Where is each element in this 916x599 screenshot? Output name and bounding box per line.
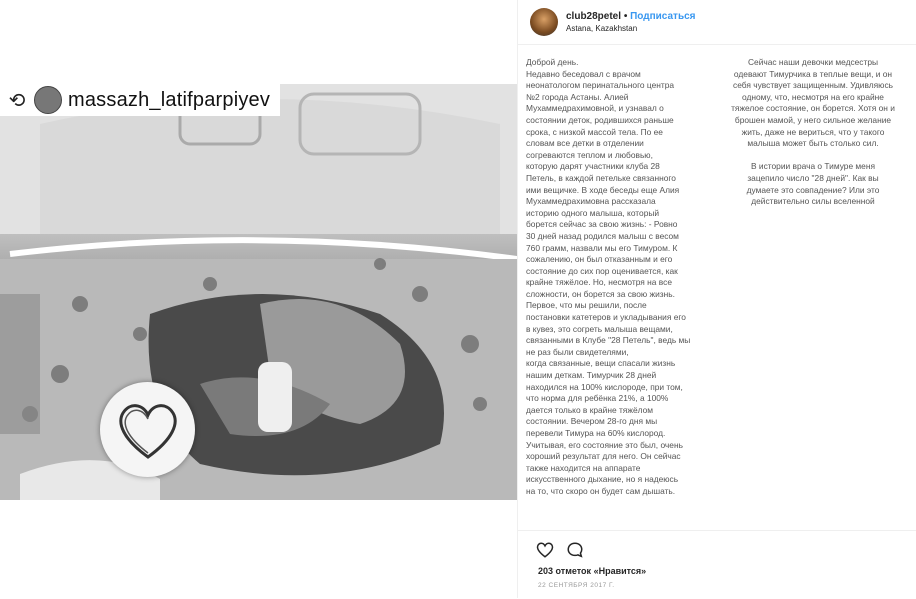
location-link[interactable]: Astana, Kazakhstan (566, 24, 638, 33)
avatar[interactable] (530, 8, 558, 36)
comment-icon[interactable] (566, 541, 584, 559)
post-actions (518, 530, 916, 599)
caption-column-1: Доброй день. Недавно беседовал с врачом неонатологом перинатального центра №2 города Астаны. Алией Мухаммедрахимовной, и узнавал о состоянии деток, родившихся раньше срока, с низкой массой тела. По ее словам все детки в отделении согреваются теплом и любовью, которую дарят участники клуба 28 Петель, в каждой петельке связанного ими вещичке. В ходе беседы еще Алия Мухаммедрахимовна рассказала историю одного малыша, который борется сейчас за свою жизнь: - Ровно 30 дней назад родился малыш с весом 760 грамм, назвали мы его Тимуром. К сожалению, он был отказанным и его состояние до сих пор оценивается, как крайне тяжёлое. Но, несмотря на все сложности, он борется за свою жизнь. Первое, что мы решили, после постановки катетеров и укладывания его в кувез, это согреть малыша вещами, связанными в Клубе "28 Петель", ведь мы не раз были свидетелями, когда связанные, вещи спасали жизнь нашим деткам. Тимурчик 28 дней находился на 100% кислороде, при том, что норма для ребёнка 21%, а 100% дается только в крайне тяжёлом состоянии. Вечером 28-го дня мы перевели Тимура на 60% кислород. Учитывая, его состояние это был, очень хороший результат для него. Он сейчас также находится на аппарате искусственного дыхание, но я надеюсь на то, что скоро он будет сам дышать. (526, 57, 691, 496)
repost-username: massazh_latifparpiyev (68, 88, 271, 111)
heart-sticker (100, 382, 195, 477)
follow-button[interactable]: Подписаться (630, 11, 696, 22)
repost-avatar (34, 86, 62, 114)
likes-number: 203 отметок (538, 566, 592, 576)
photo-illustration (0, 84, 517, 500)
repost-icon: ⟲ (8, 89, 26, 112)
username-link[interactable]: club28petel (566, 11, 622, 22)
post-date: 22 СЕНТЯБРЯ 2017 Г. (538, 582, 615, 589)
post-photo[interactable] (0, 84, 517, 500)
likes-suffix: «Нравится» (593, 566, 647, 576)
separator: • (623, 11, 628, 22)
caption-column-2: Сейчас наши девочки медсестры одевают Тимурчика в теплые вещи, и он себя чувствует защищенным. Удивляюсь одному, что, несмотря на его крайне тяжелое состояние, он борется. Хотя он и брошен мамой, у него сильное желание жить, даже не вериться, что у такого малыша может быть столько сил. В истории врача о Тимуре меня зацепило число "28 дней". Как вы думаете это совпадение? Или это действительно силы вселенной (731, 57, 895, 207)
post-sidebar (517, 0, 916, 598)
username-line (566, 11, 696, 22)
heart-outline-icon[interactable] (536, 541, 554, 559)
heart-icon (113, 395, 183, 465)
likes-count[interactable] (538, 566, 646, 576)
repost-bar (0, 84, 280, 116)
post-header (518, 0, 916, 45)
